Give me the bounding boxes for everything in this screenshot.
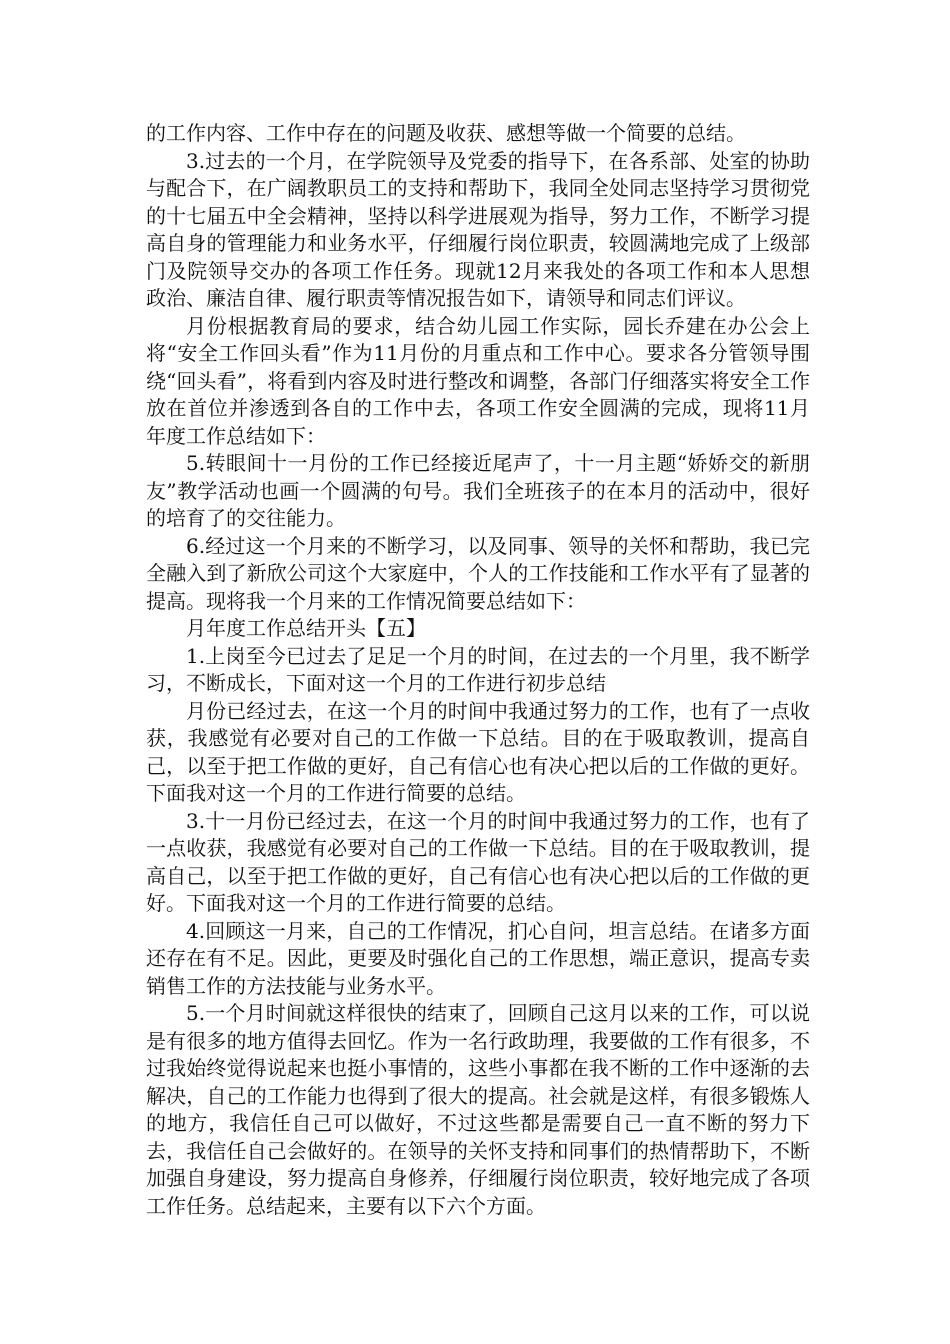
paragraph-3: 月份根据教育局的要求，结合幼儿园工作实际，园长乔建在办公会上将“安全工作回头看”作为11月份的月重点和工作中心。要求各分管领导围绕“回头看”，将看到内容及时进行整改和调整，各部门仔细落实将安全工作放在首位并渗透到各自的工作中去，各项工作安全圆满的完成，现将11月年度工作总结如下： xyxy=(146,313,810,448)
paragraph-10: 5.一个月时间就这样很快的结束了，回顾自己这月以来的工作，可以说是有很多的地方值得去回忆。作为一名行政助理，我要做的工作有很多，不过我始终觉得说起来也挺小事情的，这些小事都在我不断的工作中逐渐的去解决，自己的工作能力也得到了很大的提高。社会就是这样，有很多锻炼人的地方，我信任自己可以做好，不过这些都是需要自己一直不断的努力下去，我信任自己会做好的。在领导的关怀支持和同事们的热情帮助下，不断加强自身建设，努力提高自身修养，仔细履行岗位职责，较好地完成了各项工作任务。总结起来，主要有以下六个方面。 xyxy=(146,1001,810,1218)
paragraph-7: 月份已经过去，在这一个月的时间中我通过努力的工作，也有了一点收获，我感觉有必要对自己的工作做一下总结。目的在于吸取教训，提高自己，以至于把工作做的更好，自己有信心也有决心把以后的工作做的更好。下面我对这一个月的工作进行简要的总结。 xyxy=(146,698,810,805)
paragraph-5: 6.经过这一个月来的不断学习，以及同事、领导的关怀和帮助，我已完全融入到了新欣公司这个大家庭中，个人的工作技能和工作水平有了显著的提高。现将我一个月来的工作情况简要总结如下： xyxy=(146,533,810,613)
paragraph-1: 的工作内容、工作中存在的问题及收获、感想等做一个简要的总结。 xyxy=(146,121,746,145)
paragraph-6: 1.上岗至今已过去了足足一个月的时间，在过去的一个月里，我不断学习，不断成长，下面对这一个月的工作进行初步总结 xyxy=(146,643,810,695)
paragraph-4: 5.转眼间十一月份的工作已经接近尾声了，十一月主题“娇娇交的新朋友”教学活动也画一个圆满的句号。我们全班孩子的在本月的活动中，很好的培育了的交往能力。 xyxy=(146,451,810,530)
paragraph-8: 3.十一月份已经过去，在这一个月的时间中我通过努力的工作，也有了一点收获，我感觉有必要对自己的工作做一下总结。目的在于吸取教训，提高自己，以至于把工作做的更好，自己有信心也有决心把以后的工作做的更好。下面我对这一个月的工作进行简要的总结。 xyxy=(146,808,810,915)
document-body xyxy=(146,120,810,1220)
paragraph-2: 3.过去的一个月，在学院领导及党委的指导下，在各系部、处室的协助与配合下，在广阔教职员工的支持和帮助下，我同全处同志坚持学习贯彻党的十七届五中全会精神，坚持以科学进展观为指导，努力工作，不断学习提高自身的管理能力和业务水平，仔细履行岗位职责，较圆满地完成了上级部门及院领导交办的各项工作任务。现就12月来我处的各项工作和本人思想政治、廉洁自律、履行职责等情况报告如下，请领导和同志们评议。 xyxy=(146,148,810,310)
section-heading: 月年度工作总结开头【五】 xyxy=(186,616,426,640)
paragraph-9: 4.回顾这一月来，自己的工作情况，扪心自问，坦言总结。在诸多方面还存在有不足。因此，更要及时强化自己的工作思想，端正意识，提高专卖销售工作的方法技能与业务水平。 xyxy=(146,918,810,998)
